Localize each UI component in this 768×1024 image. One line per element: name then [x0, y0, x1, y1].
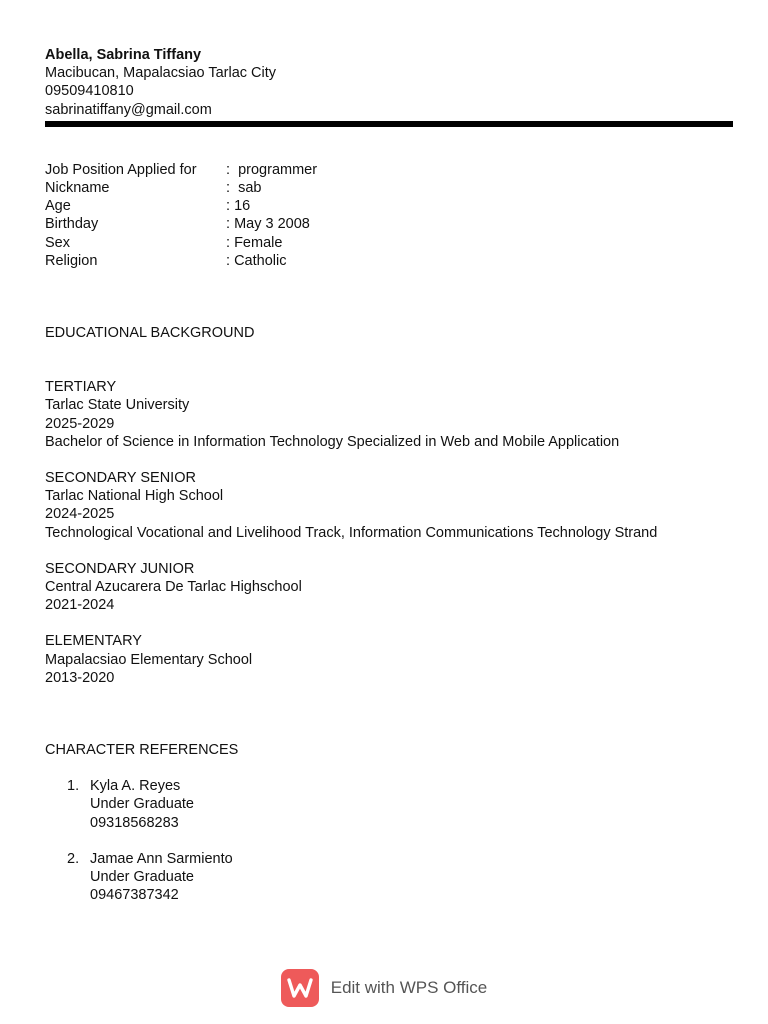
education-item [45, 560, 733, 615]
applicant-phone: 09509410810 [45, 83, 134, 100]
education-years: 2021-2024 [45, 597, 115, 614]
resume-document [45, 46, 733, 923]
info-label: Age [45, 198, 71, 215]
education-level: TERTIARY [45, 379, 117, 396]
info-separator: : [226, 252, 235, 269]
info-separator: : [226, 161, 239, 178]
info-label: Religion [45, 252, 98, 269]
info-separator: : [226, 234, 235, 251]
info-label: Birthday [45, 216, 99, 233]
education-school: Tarlac State University [45, 397, 190, 414]
education-school: Mapalacsiao Elementary School [45, 651, 253, 668]
education-item [45, 378, 733, 451]
info-label: Sex [45, 234, 70, 251]
info-value: May 3 2008 [234, 216, 310, 233]
reference-phone: 09467387342 [90, 887, 179, 904]
reference-number: 1. [67, 778, 80, 795]
info-row [45, 215, 733, 233]
references-list [45, 777, 733, 904]
education-years: 2025-2029 [45, 415, 115, 432]
wps-logo-icon[interactable] [281, 969, 319, 1007]
reference-item [45, 777, 733, 832]
references-section [45, 741, 733, 904]
education-school: Tarlac National High School [45, 488, 224, 505]
reference-item [45, 850, 733, 905]
education-title: EDUCATIONAL BACKGROUND [45, 325, 255, 342]
wps-edit-label[interactable]: Edit with WPS Office [330, 978, 488, 997]
info-value: Catholic [234, 252, 287, 269]
education-program: Bachelor of Science in Information Technology Specialized in Web and Mobile Application [45, 433, 620, 450]
info-value: programmer [238, 161, 318, 178]
header-divider [45, 121, 733, 127]
education-years: 2013-2020 [45, 669, 115, 686]
education-level: ELEMENTARY [45, 633, 142, 650]
education-level: SECONDARY SENIOR [45, 470, 196, 487]
education-years: 2024-2025 [45, 506, 115, 523]
reference-phone: 09318568283 [90, 814, 179, 831]
education-level: SECONDARY JUNIOR [45, 560, 195, 577]
info-separator: : [226, 180, 239, 197]
info-label: Nickname [45, 180, 110, 197]
applicant-email: sabrinatiffany@gmail.com [45, 101, 212, 118]
education-section [45, 324, 733, 687]
info-row [45, 179, 733, 197]
info-row [45, 197, 733, 215]
info-value: 16 [234, 198, 251, 215]
reference-number: 2. [67, 850, 80, 867]
references-title: CHARACTER REFERENCES [45, 742, 239, 759]
education-program: Technological Vocational and Livelihood Track, Information Communications Technology Strand [45, 524, 658, 541]
reference-details [90, 850, 233, 905]
info-separator: : [226, 216, 235, 233]
personal-info [45, 161, 733, 270]
applicant-address: Macibucan, Mapalacsiao Tarlac City [45, 65, 277, 82]
education-item [45, 632, 733, 687]
reference-name: Kyla A. Reyes [90, 778, 181, 795]
info-row [45, 234, 733, 252]
info-label: Job Position Applied for [45, 161, 197, 178]
info-row [45, 252, 733, 270]
reference-details [90, 777, 194, 832]
info-separator: : [226, 198, 235, 215]
reference-status: Under Graduate [90, 869, 194, 886]
info-row [45, 161, 733, 179]
applicant-name: Abella, Sabrina Tiffany [45, 47, 202, 63]
info-value: Female [234, 234, 283, 251]
info-value: sab [238, 180, 262, 197]
reference-status: Under Graduate [90, 796, 194, 813]
wps-edit-banner[interactable] [0, 968, 768, 1008]
reference-name: Jamae Ann Sarmiento [90, 850, 233, 867]
education-item [45, 469, 733, 542]
education-school: Central Azucarera De Tarlac Highschool [45, 579, 302, 596]
